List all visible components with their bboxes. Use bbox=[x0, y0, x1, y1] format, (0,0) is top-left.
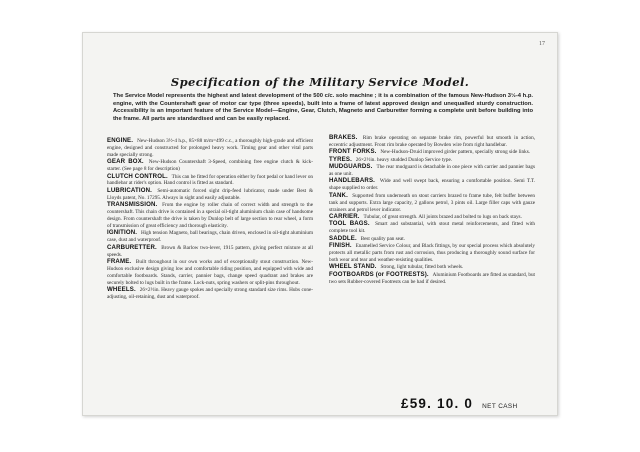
price-suffix: NET CASH bbox=[482, 403, 518, 410]
intro-paragraph: The Service Model represents the highest and latest development of the 500 c/c. solo machine ; it is a combination of the famous New-Hudson 3½-4 h.p. engine, with the Countershaft gear of motor car type (three speeds), built into a frame of latest approved design and unequalled sturdy construction. Accessibility is an important feature of the Service Model—Engine, Gear, Clutch, Magneto and Carburetter forming a complete unit before building into the frame. All parts are standardised and can be easily replaced. bbox=[113, 93, 533, 122]
spec-name: TYRES. bbox=[329, 155, 354, 163]
spec-entry-carburetter bbox=[107, 245, 313, 259]
spec-text: Smart and substantial, with stout metal reinforcements, and fitted with complete tool kit. bbox=[329, 221, 535, 235]
page-title: Specification of the Military Service Model. bbox=[170, 75, 470, 89]
spec-text: Enamelled Service Colour, and Black fittings, by our special process which absolutely protects all metallic parts from rust and corrosion, thus producing a thoroughly sound surface for both wear and tear and weather-resisting qualities. bbox=[329, 243, 535, 263]
spec-entry-lubrication bbox=[107, 188, 313, 202]
spec-entry-mudguards bbox=[329, 164, 535, 178]
right-spec-column bbox=[329, 135, 535, 286]
spec-entry-transmission bbox=[107, 202, 313, 230]
spec-text: Tubular, of great strength. All joints brazed and bolted to lugs on back stays. bbox=[363, 213, 522, 220]
spec-name: HANDLEBARS. bbox=[329, 177, 378, 185]
spec-name: TOOL BAGS. bbox=[329, 220, 374, 228]
spec-entry-front-forks bbox=[329, 149, 535, 156]
spec-text: Rim brake operating on separate brake rim, powerful but smooth in action, eccentric adjustment. Front rim brake operated by Bowden wire from right handlebar. bbox=[329, 135, 535, 148]
price-row bbox=[401, 393, 518, 412]
spec-name: WHEELS. bbox=[107, 286, 138, 294]
spec-text: Semi-automatic forced sight drip-feed lubricator, made under Best & Lloyds patent, No. 17295. Always in sight and easily adjustable. bbox=[107, 187, 314, 201]
spec-text: Brown & Barlow two-lever, 1915 pattern, giving perfect mixture at all speeds. bbox=[107, 244, 314, 258]
spec-text: Best quality pan seat. bbox=[360, 235, 406, 242]
spec-name: MUDGUARDS. bbox=[329, 163, 375, 171]
spec-name: FINISH. bbox=[329, 242, 354, 250]
spec-name: FRAME. bbox=[107, 257, 134, 265]
spec-name: LUBRICATION. bbox=[107, 186, 156, 194]
left-spec-column bbox=[107, 138, 313, 301]
spec-text: New-Hudson 3½-4 h.p., 85×88 m/m=499 c.c., a thoroughly high-grade and efficient engine, designed and constructed for prolonged heavy work. Timing gear and other vital parts made specially strong. bbox=[107, 138, 314, 158]
spec-name: CARRIER. bbox=[329, 212, 362, 220]
spec-name: FOOTBOARDS (or FOOTRESTS). bbox=[329, 270, 431, 278]
spec-text: This can be fitted for operation either by foot pedal or hand lever on handlebar at rider's option. Hand control is fitted as standard. bbox=[107, 173, 314, 187]
spec-entry-handlebars bbox=[329, 178, 535, 192]
spec-text: Supported from underneath on stout carriers brazed to frame tube, felt buffer between tank and supports. Extra large capacity, 2 gallons petrol, 3 pints oil. Large filler caps with gauze strainers and petrol lever indicator. bbox=[329, 192, 536, 213]
spec-text: Built throughout in our own works and of exceptionally stout construction. New-Hudson exclusive design giving low and comfortable riding position, and equipped with wide and comfortable footboards. Stands, carrier, pannier bags, change speed quadrant and brakes are securely bolted to lugs built in the frame. Lock-nuts, spring washers or split-pins throughout. bbox=[107, 258, 313, 286]
spec-entry-clutch-control bbox=[107, 174, 313, 188]
spec-text: Strong, light tubular, fitted both wheels. bbox=[380, 264, 464, 271]
spec-entry-wheels bbox=[107, 287, 313, 301]
price-value: £59. 10. 0 bbox=[401, 396, 474, 411]
spec-text: New-Hudson Countershaft 3-Speed, combining free engine clutch & kick-starter. (See page 8 for description) bbox=[107, 159, 313, 173]
spec-text: New-Hudson-Druid improved girder pattern, specially strong side links. bbox=[380, 149, 531, 156]
spec-name: CLUTCH CONTROL. bbox=[107, 172, 170, 180]
spec-entry-frame bbox=[107, 259, 313, 287]
spec-text: High tension Magneto, ball bearings, chain driven, enclosed in oil-tight aluminium case, dust and waterproof. bbox=[107, 230, 314, 244]
spec-entry-brakes bbox=[329, 135, 535, 149]
spec-name: FRONT FORKS. bbox=[329, 148, 379, 156]
spec-name: SADDLE. bbox=[329, 234, 359, 242]
spec-entry-tank bbox=[329, 193, 535, 214]
spec-name: CARBURETTER. bbox=[107, 243, 160, 251]
spec-entry-gear-box bbox=[107, 159, 313, 173]
page-number: 17 bbox=[539, 41, 545, 47]
spec-entry-ignition bbox=[107, 230, 313, 244]
spec-name: WHEEL STAND. bbox=[329, 263, 379, 271]
spec-name: TANK. bbox=[329, 191, 351, 199]
spec-text: From the engine by roller chain of correct width and strength to the countershaft. This chain drive is contained in a special oil-tight aluminium chain case of handsome design. From countershaft the drive is taken by Dunlop belt of large section to rear wheel, a form of transmission of great efficiency and thorough elasticity. bbox=[107, 202, 313, 229]
spec-name: TRANSMISSION. bbox=[107, 201, 161, 209]
spec-text: The rear mudguard is detachable in one piece with carrier and pannier bags as one unit. bbox=[329, 164, 535, 178]
spec-name: GEAR BOX. bbox=[107, 158, 147, 166]
document-page bbox=[82, 32, 558, 416]
spec-entry-footboards bbox=[329, 272, 535, 286]
spec-entry-finish bbox=[329, 243, 535, 264]
spec-name: IGNITION. bbox=[107, 229, 139, 237]
spec-entry-engine bbox=[107, 138, 313, 159]
spec-entry-saddle bbox=[329, 236, 535, 243]
spec-text: 26×2½in. heavy studded Dunlop Service type. bbox=[355, 156, 453, 163]
spec-text: Wide and well swept back, ensuring a comfortable position. Semi T.T. shape supplied to order. bbox=[329, 178, 535, 192]
spec-name: BRAKES. bbox=[329, 134, 361, 141]
spec-name: ENGINE. bbox=[107, 137, 136, 144]
spec-text: Aluminium Footboards are fitted as standard, but two sets Rubber-covered Footrests can be had if desired. bbox=[329, 271, 536, 285]
spec-entry-tool-bags bbox=[329, 221, 535, 235]
spec-text: 26×2½in. Heavy gauge spokes and specially strong standard size rims. Hubs cone-adjusting, oil-retaining, dust and waterproof. bbox=[107, 287, 313, 300]
